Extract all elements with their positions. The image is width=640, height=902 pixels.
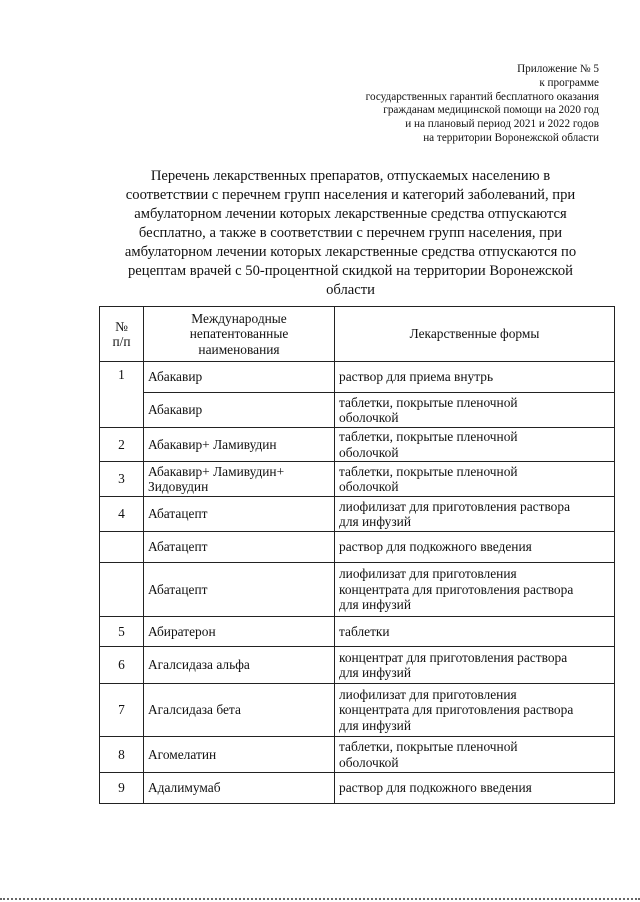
dosage-form [335, 532, 615, 563]
title-line: амбулаторном лечении которых лекарственные средства отпускаются [134, 206, 567, 222]
title-line: амбулаторном лечении которых лекарственные средства отпускаются по [124, 244, 577, 260]
drug-name [144, 362, 335, 393]
dosage-form-line: таблетки, покрытые пленочной [339, 739, 518, 755]
header-inn-line: непатентованные [189, 326, 289, 342]
header-number-line: № [115, 318, 128, 334]
dosage-form-line: таблетки, покрытые пленочной [339, 429, 518, 445]
dosage-form [335, 462, 615, 497]
row-number: 5 [100, 617, 144, 647]
header-number-line: п/п [112, 334, 131, 349]
drug-name-line: Абакавир [148, 402, 203, 418]
drug-table [99, 306, 615, 804]
drug-name [144, 684, 335, 737]
table-header-row [100, 307, 615, 362]
table-row [100, 428, 615, 462]
dosage-form-line: раствор для подкожного введения [339, 539, 532, 555]
dosage-form [335, 497, 615, 532]
drug-name-line: Абакавир+ Ламивудин [148, 436, 277, 452]
table-row [100, 563, 615, 617]
dosage-form [335, 737, 615, 773]
drug-name [144, 497, 335, 532]
drug-name-line: Адалимумаб [148, 780, 221, 796]
dosage-form-line: оболочкой [339, 444, 399, 460]
header-dosage-form: Лекарственные формы [335, 307, 615, 362]
annex-line: государственных гарантий бесплатного оказания [365, 90, 599, 103]
title-line: рецептам врачей с 50-процентной скидкой на территории Воронежской [128, 263, 573, 279]
dosage-form-line: оболочкой [339, 479, 399, 494]
title-line: соответствии с перечнем групп населения и категорий заболеваний, при [125, 187, 576, 203]
dosage-form [335, 393, 615, 428]
drug-name [144, 428, 335, 462]
row-number: 3 [100, 462, 144, 497]
dosage-form-line: раствор для приема внутрь [339, 369, 494, 385]
drug-name [144, 563, 335, 617]
dosage-form [335, 428, 615, 462]
table-row [100, 462, 615, 497]
dosage-form-line: для инфузий [339, 665, 411, 680]
annex-line: Приложение № 5 [517, 63, 599, 75]
document-title [98, 167, 603, 300]
row-number: 7 [100, 684, 144, 737]
drug-name-line: Абакавир [148, 369, 203, 385]
table-row [100, 773, 615, 804]
dosage-form [335, 684, 615, 737]
dosage-form-line: таблетки, покрытые пленочной [339, 463, 518, 479]
row-number: 4 [100, 497, 144, 532]
dosage-form-line: для инфузий [339, 717, 411, 733]
dosage-form-line: для инфузий [339, 514, 411, 529]
dosage-form-line: таблетки, покрытые пленочной [339, 394, 518, 410]
dosage-form [335, 773, 615, 804]
drug-name-line: Агалсидаза альфа [148, 657, 250, 673]
row-number [100, 563, 144, 617]
drug-name [144, 617, 335, 647]
header-number [100, 307, 144, 362]
row-number [100, 532, 144, 563]
dosage-form-line: лиофилизат для приготовления раствора [339, 498, 571, 514]
annex-note [279, 63, 599, 146]
row-number: 2 [100, 428, 144, 462]
header-inn-line: Международные [191, 310, 287, 326]
annex-line: и на плановый период 2021 и 2022 годов [405, 118, 599, 131]
dosage-form-line: для инфузий [339, 597, 411, 613]
drug-name [144, 532, 335, 563]
drug-name-line: Абатацепт [148, 581, 208, 597]
row-number: 9 [100, 773, 144, 804]
dosage-form-line: оболочкой [339, 754, 399, 770]
table-row [100, 532, 615, 563]
dosage-form [335, 362, 615, 393]
annex-line: гражданам медицинской помощи на 2020 год [383, 104, 599, 117]
row-number: 1 [100, 362, 144, 428]
dosage-form-line: лиофилизат для приготовления [339, 566, 517, 582]
drug-name-line: Абиратерон [148, 623, 216, 639]
annex-line: к программе [539, 76, 599, 89]
scan-edge-divider [0, 898, 640, 900]
table-row [100, 362, 615, 393]
row-number: 6 [100, 647, 144, 684]
table-row [100, 617, 615, 647]
dosage-form-line: раствор для подкожного введения [339, 780, 532, 796]
drug-name [144, 462, 335, 497]
header-inn-line: наименования [198, 341, 280, 357]
dosage-form-line: таблетки [339, 623, 390, 639]
title-line: области [326, 282, 375, 298]
table-row [100, 393, 615, 428]
annex-line: на территории Воронежской области [423, 131, 599, 144]
drug-name-line: Абатацепт [148, 539, 208, 555]
drug-name-line: Агалсидаза бета [148, 702, 241, 718]
drug-name [144, 393, 335, 428]
dosage-form [335, 647, 615, 684]
row-number: 8 [100, 737, 144, 773]
dosage-form-line: концентрата для приготовления раствора [339, 581, 574, 597]
drug-name-line: Зидовудин [148, 479, 209, 494]
table-row [100, 684, 615, 737]
table-row [100, 737, 615, 773]
drug-name-line: Абатацепт [148, 506, 208, 522]
table-row [100, 497, 615, 532]
drug-name [144, 737, 335, 773]
dosage-form-line: оболочкой [339, 410, 399, 425]
drug-name-line: Абакавир+ Ламивудин+ [148, 463, 285, 479]
dosage-form-line: лиофилизат для приготовления [339, 686, 517, 702]
dosage-form-line: концентрата для приготовления раствора [339, 702, 574, 718]
dosage-form [335, 563, 615, 617]
drug-name [144, 647, 335, 684]
header-inn [144, 307, 335, 362]
table-row [100, 647, 615, 684]
title-line: Перечень лекарственных препаратов, отпускаемых населению в [150, 168, 551, 184]
title-line: бесплатно, а также в соответствии с перечнем групп населения, при [138, 225, 563, 241]
dosage-form [335, 617, 615, 647]
drug-name [144, 773, 335, 804]
dosage-form-line: концентрат для приготовления раствора [339, 649, 568, 665]
drug-name-line: Агомелатин [148, 746, 217, 762]
